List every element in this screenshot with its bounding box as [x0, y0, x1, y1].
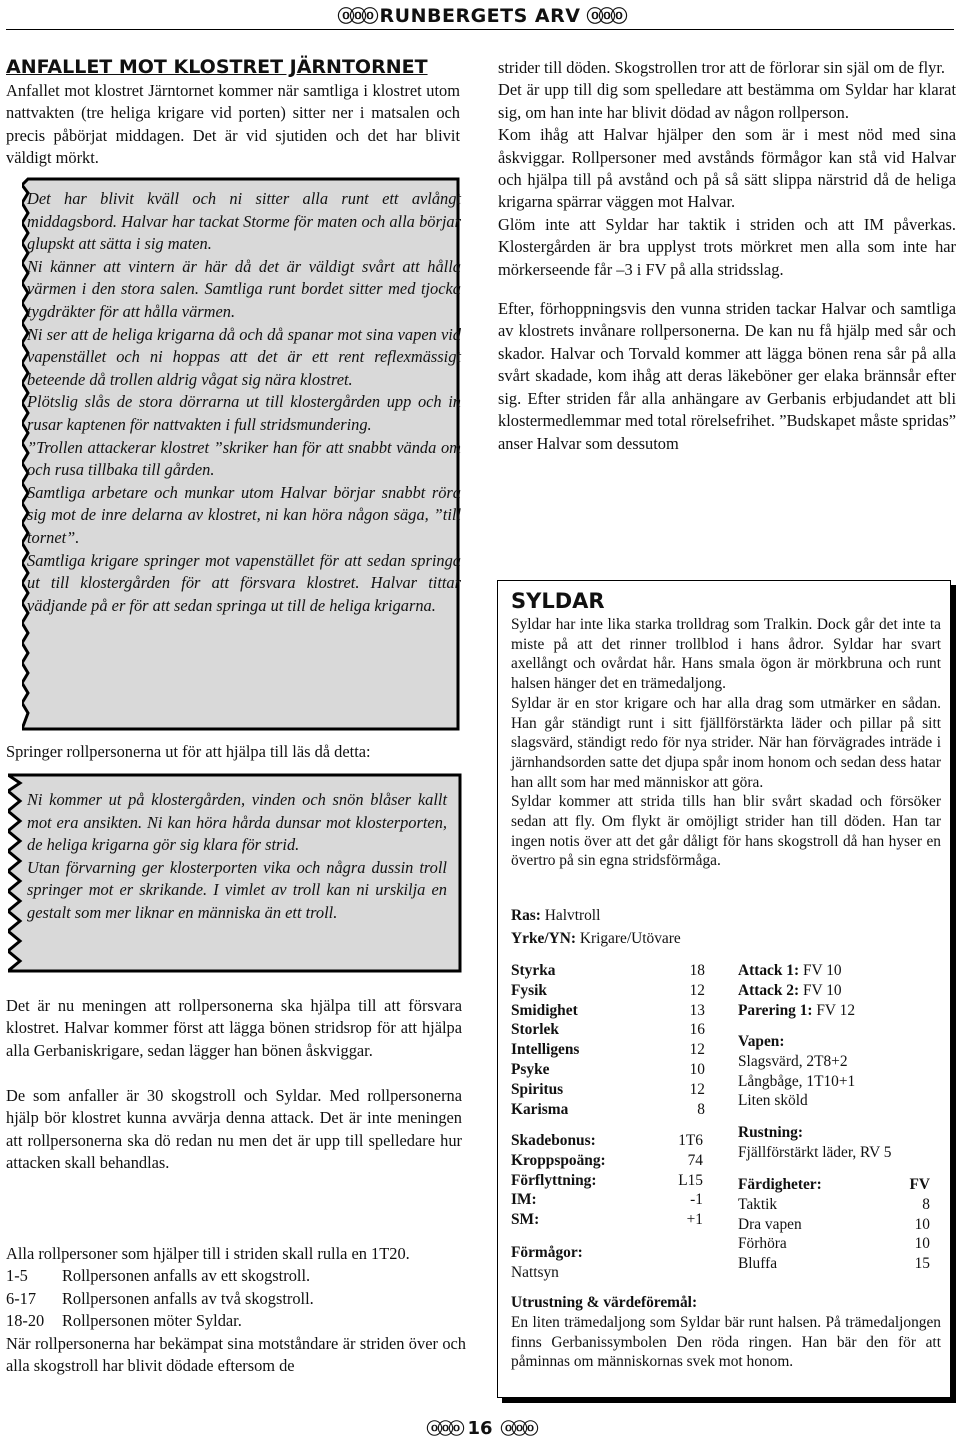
skill-row: Bluffa 15 — [738, 1255, 930, 1273]
roll-intro: Alla rollpersoner som hjälper till i striden skall rulla en 1T20. — [6, 1244, 410, 1263]
description-paragraph: Syldar är en stor krigare och har alla drag som utmärker en sådan. Han går ständigt runt i sitt fjällförstärkta läder och pillar på sitt slagsvärd, ständigt redo för nya strider. När han förvägrades inträde i järnhandsorden satte det djupa spår inom honom och sedan dess hatar han allt som har med människor att göra. — [511, 694, 941, 791]
body-paragraph: Glöm inte att Syldar har taktik i striden och att IM påverkas. Klostergården är bra upplyst trots mörkret men alla som inte har mörkerseende får –3 i FV på alla stridsslag. — [498, 214, 956, 279]
ring-ornament-icon: ⓞⓞⓞ — [426, 1419, 460, 1438]
intro-paragraph: Anfallet mot klostret Järntornet kommer när samtliga i klostret utom nattvakten (tre heliga krigare vid porten) sitter ner i matsalen och precis påbörjat middagen. Det är vid sjutiden och det har blivit väldigt mörkt. — [6, 81, 460, 168]
roll-table — [6, 1243, 466, 1377]
abilities: Förmågor: Nattsyn — [511, 1244, 583, 1281]
read-aloud-text — [27, 789, 447, 925]
roll-result: Rollpersonen möter Syldar. — [62, 1311, 242, 1331]
body-paragraph: Efter, förhoppningsvis den vunna striden tackar Halvar och samtliga av klostrets invånare rollpersonerna. De kan nu få hjälp med sår och skador. Halvar och Torvald kommer att lägga bönen rena sår på alla svårt skadade, kom ihåg att deras läkeböner ger elaka brännsår efter sig. Efter striden får alla anhängare av Gerbanis erbjudandet att bli klostermedlemmar med total rörelsefrihet. ”Budskapet måste spridas” anser Halvar som dessutom — [498, 299, 956, 453]
read-aloud-paragraph: Det har blivit kväll och ni sitter alla runt ett avlångt middagsbord. Halvar har tackat Storme för maten och alla börjar glupskt att sätta i sig maten. — [27, 189, 461, 254]
page-number: 16 — [467, 1418, 493, 1439]
ring-ornament-icon: ⓞⓞⓞ — [500, 1419, 534, 1438]
read-aloud-paragraph: Plötslig slås de stora dörrarna ut till klostergården upp och in rusar kaptenen för nattvakten i full stridsmundering. — [27, 392, 461, 434]
attribute-row: Intelligens 12 — [511, 1041, 705, 1059]
roll-row — [6, 1265, 466, 1287]
read-aloud-paragraph: Ni ser att de heliga krigarna då och då spanar mot sina vapen vid vapenstället och ni hoppas att det är ett rent reflexmässigt beteende då trollen aldrig vågat sig nära klostret. — [27, 324, 461, 389]
derived-row: Skadebonus: 1T6 — [511, 1132, 703, 1149]
attack-row: Attack 2: FV 10 — [738, 981, 842, 999]
derived-stats — [511, 1131, 703, 1230]
right-column — [498, 57, 956, 455]
skills — [738, 1175, 930, 1274]
attack-row: Attack 1: FV 10 — [738, 962, 842, 979]
attribute-row: Psyke 10 — [511, 1060, 705, 1078]
roll-row — [6, 1310, 466, 1332]
roll-range: 18-20 — [6, 1311, 45, 1331]
roll-result: Rollpersonen anfalls av ett skogstroll. — [62, 1266, 311, 1286]
body-paragraph: Det är upp till dig som spelledare att bestämma om Syldar har klarat sig, om han inte har blivit dödad av någon rollperson. — [498, 80, 956, 122]
derived-row: SM: +1 — [511, 1211, 703, 1229]
book-title: RUNBERGETS ARV — [379, 5, 581, 27]
attribute-list — [511, 961, 705, 1119]
skill-row: Taktik 8 — [738, 1195, 930, 1213]
read-aloud-box — [8, 773, 462, 973]
running-header — [0, 2, 960, 27]
skill-row: Dra vapen 10 — [738, 1215, 930, 1233]
race-line: Ras: Halvtroll — [511, 907, 601, 924]
read-aloud-paragraph: Ni känner att vintern är här då det är väldigt svårt att hålla värmen i den stora salen. Samtliga runt bordet sitter med tjocka tygdräkter för att hålla värmen. — [27, 256, 461, 321]
attribute-row: Storlek 16 — [511, 1021, 705, 1039]
ring-ornament-icon: ⓞⓞⓞ — [586, 7, 623, 27]
section-title: ANFALLET MOT KLOSTRET JÄRNTORNET — [6, 56, 428, 78]
read-aloud-text — [27, 188, 461, 617]
roll-outro: När rollpersonerna har bekämpat sina motståndare är striden över och alla skogstroll har blivit dödade eftersom de — [6, 1333, 466, 1376]
description-paragraph: Syldar kommer att strida tills han blir svårt skadad och försöker sedan att fly. Om flykt är omöjligt strider han till döden. Han tar ingen notis över att det går dåligt för hans skogstroll då han hyser en övertro på sin egna stridsförmåga. — [511, 793, 941, 870]
roll-range: 1-5 — [6, 1266, 28, 1286]
left-column — [6, 55, 460, 170]
header-rule — [6, 29, 954, 30]
profession-line: Yrke/YN: Krigare/Utövare — [511, 930, 681, 947]
attribute-row: Spiritus 12 — [511, 1080, 705, 1098]
attacks — [738, 961, 855, 1020]
armor: Rustning: Fjällförstärkt läder, RV 5 — [738, 1124, 892, 1161]
roll-row — [6, 1288, 466, 1310]
body-paragraph: De som anfaller är 30 skogstroll och Syldar. Med rollpersonerna hjälp bör klostret kunna avvärja denna attack. Det är inte meningen att rollpersonerna ska dö redan nu men det är upp till spelledare hur attacken skall behandlas. — [6, 1086, 462, 1173]
read-aloud-paragraph: Samtliga arbetare och munkar utom Halvar börjar snabbt röra sig mot de inre delarna av klostret, ni kan höra någon säga, ”till tornet”. — [27, 482, 461, 547]
body-paragraph: Det är nu meningen att rollpersonerna ska hjälpa till att försvara klostret. Halvar kommer först att lägga bönen stridsrop för att hjälpa alla Gerbaniskrigare, sedan lägger han bönen åskviggar. — [6, 996, 462, 1060]
derived-row: Förflyttning: L15 — [511, 1171, 703, 1189]
ring-ornament-icon: ⓞⓞⓞ — [337, 7, 374, 27]
attribute-row: Styrka 18 — [511, 962, 705, 979]
attribute-row: Karisma 8 — [511, 1100, 705, 1118]
body-paragraph: Kom ihåg att Halvar hjälper den som är i mest nöd med sina åskviggar. Rollpersoner med avstånds förmågor kan stå vid Halvar och hjälpa till på avstånd och på så sätt slippa närstrid då de heliga krigarna spärrar väggen mot Halvar. — [498, 125, 956, 212]
attribute-row: Smidighet 13 — [511, 1001, 705, 1019]
syldar-description — [511, 615, 941, 871]
body-paragraph: strider till döden. Skogstrollen tror att de förlorar sin själ om de flyr. — [498, 58, 946, 77]
page-footer — [0, 1416, 960, 1439]
roll-range: 6-17 — [6, 1288, 37, 1308]
description-paragraph: Syldar har inte lika starka trolldrag som Tralkin. Dock går det inte ta miste på att det rinner trollblod i hans ådror. Syldar har svart axellångt och ovårdat hår. Hans smala ögon är mörkbruna och runt halsen hänger det en trämedaljong. — [511, 616, 941, 693]
syldar-title: SYLDAR — [511, 589, 605, 613]
attack-row: Parering 1: FV 12 — [738, 1001, 856, 1019]
derived-row: Kroppspoäng: 74 — [511, 1151, 703, 1169]
equipment: Utrustning & värdeföremål: En liten trämedaljong som Syldar bär runt halsen. På trämedaljongen finns Gerbanissymbolen Den röda ringen. Han bär den för att påminnas om människornas svek mot honom. — [511, 1294, 941, 1371]
skills-header: Färdigheter: FV — [738, 1176, 930, 1193]
attribute-row: Fysik 12 — [511, 981, 705, 999]
syldar-stat-box — [497, 580, 951, 1398]
read-aloud-paragraph: Utan förvarning ger klosterporten vika och några dussin troll springer mot er skrikande. I vimlet av troll kan ni urskilja en gestalt som mer liknar en människa än ett troll. — [27, 857, 447, 922]
weapons: Vapen: Slagsvärd, 2T8+2 Långbåge, 1T10+1 Liten sköld — [738, 1033, 856, 1110]
read-aloud-paragraph: ”Trollen attackerar klostret ”skriker han för att snabbt vända om och rusa tillbaka till gården. — [27, 437, 461, 480]
derived-row: IM: -1 — [511, 1191, 703, 1209]
read-aloud-paragraph: Samtliga krigare springer mot vapenstället för att sedan springa ut till klostergården för att försvara klostret. Halvar tittar vädjande på er för att sedan springa ut till de heliga krigarna. — [27, 550, 461, 615]
roll-result: Rollpersonen anfalls av två skogstroll. — [62, 1288, 314, 1308]
jump-instruction: Springer rollpersonerna ut för att hjälpa till läs då detta: — [6, 742, 371, 761]
read-aloud-box — [22, 177, 460, 733]
read-aloud-paragraph: Ni kommer ut på klostergården, vinden och snön blåser kallt mot era ansikten. Ni kan höra hårda dunsar mot klosterporten, de heliga krigarna gör sig klara för strid. — [27, 790, 447, 855]
skill-row: Förhöra 10 — [738, 1235, 930, 1253]
